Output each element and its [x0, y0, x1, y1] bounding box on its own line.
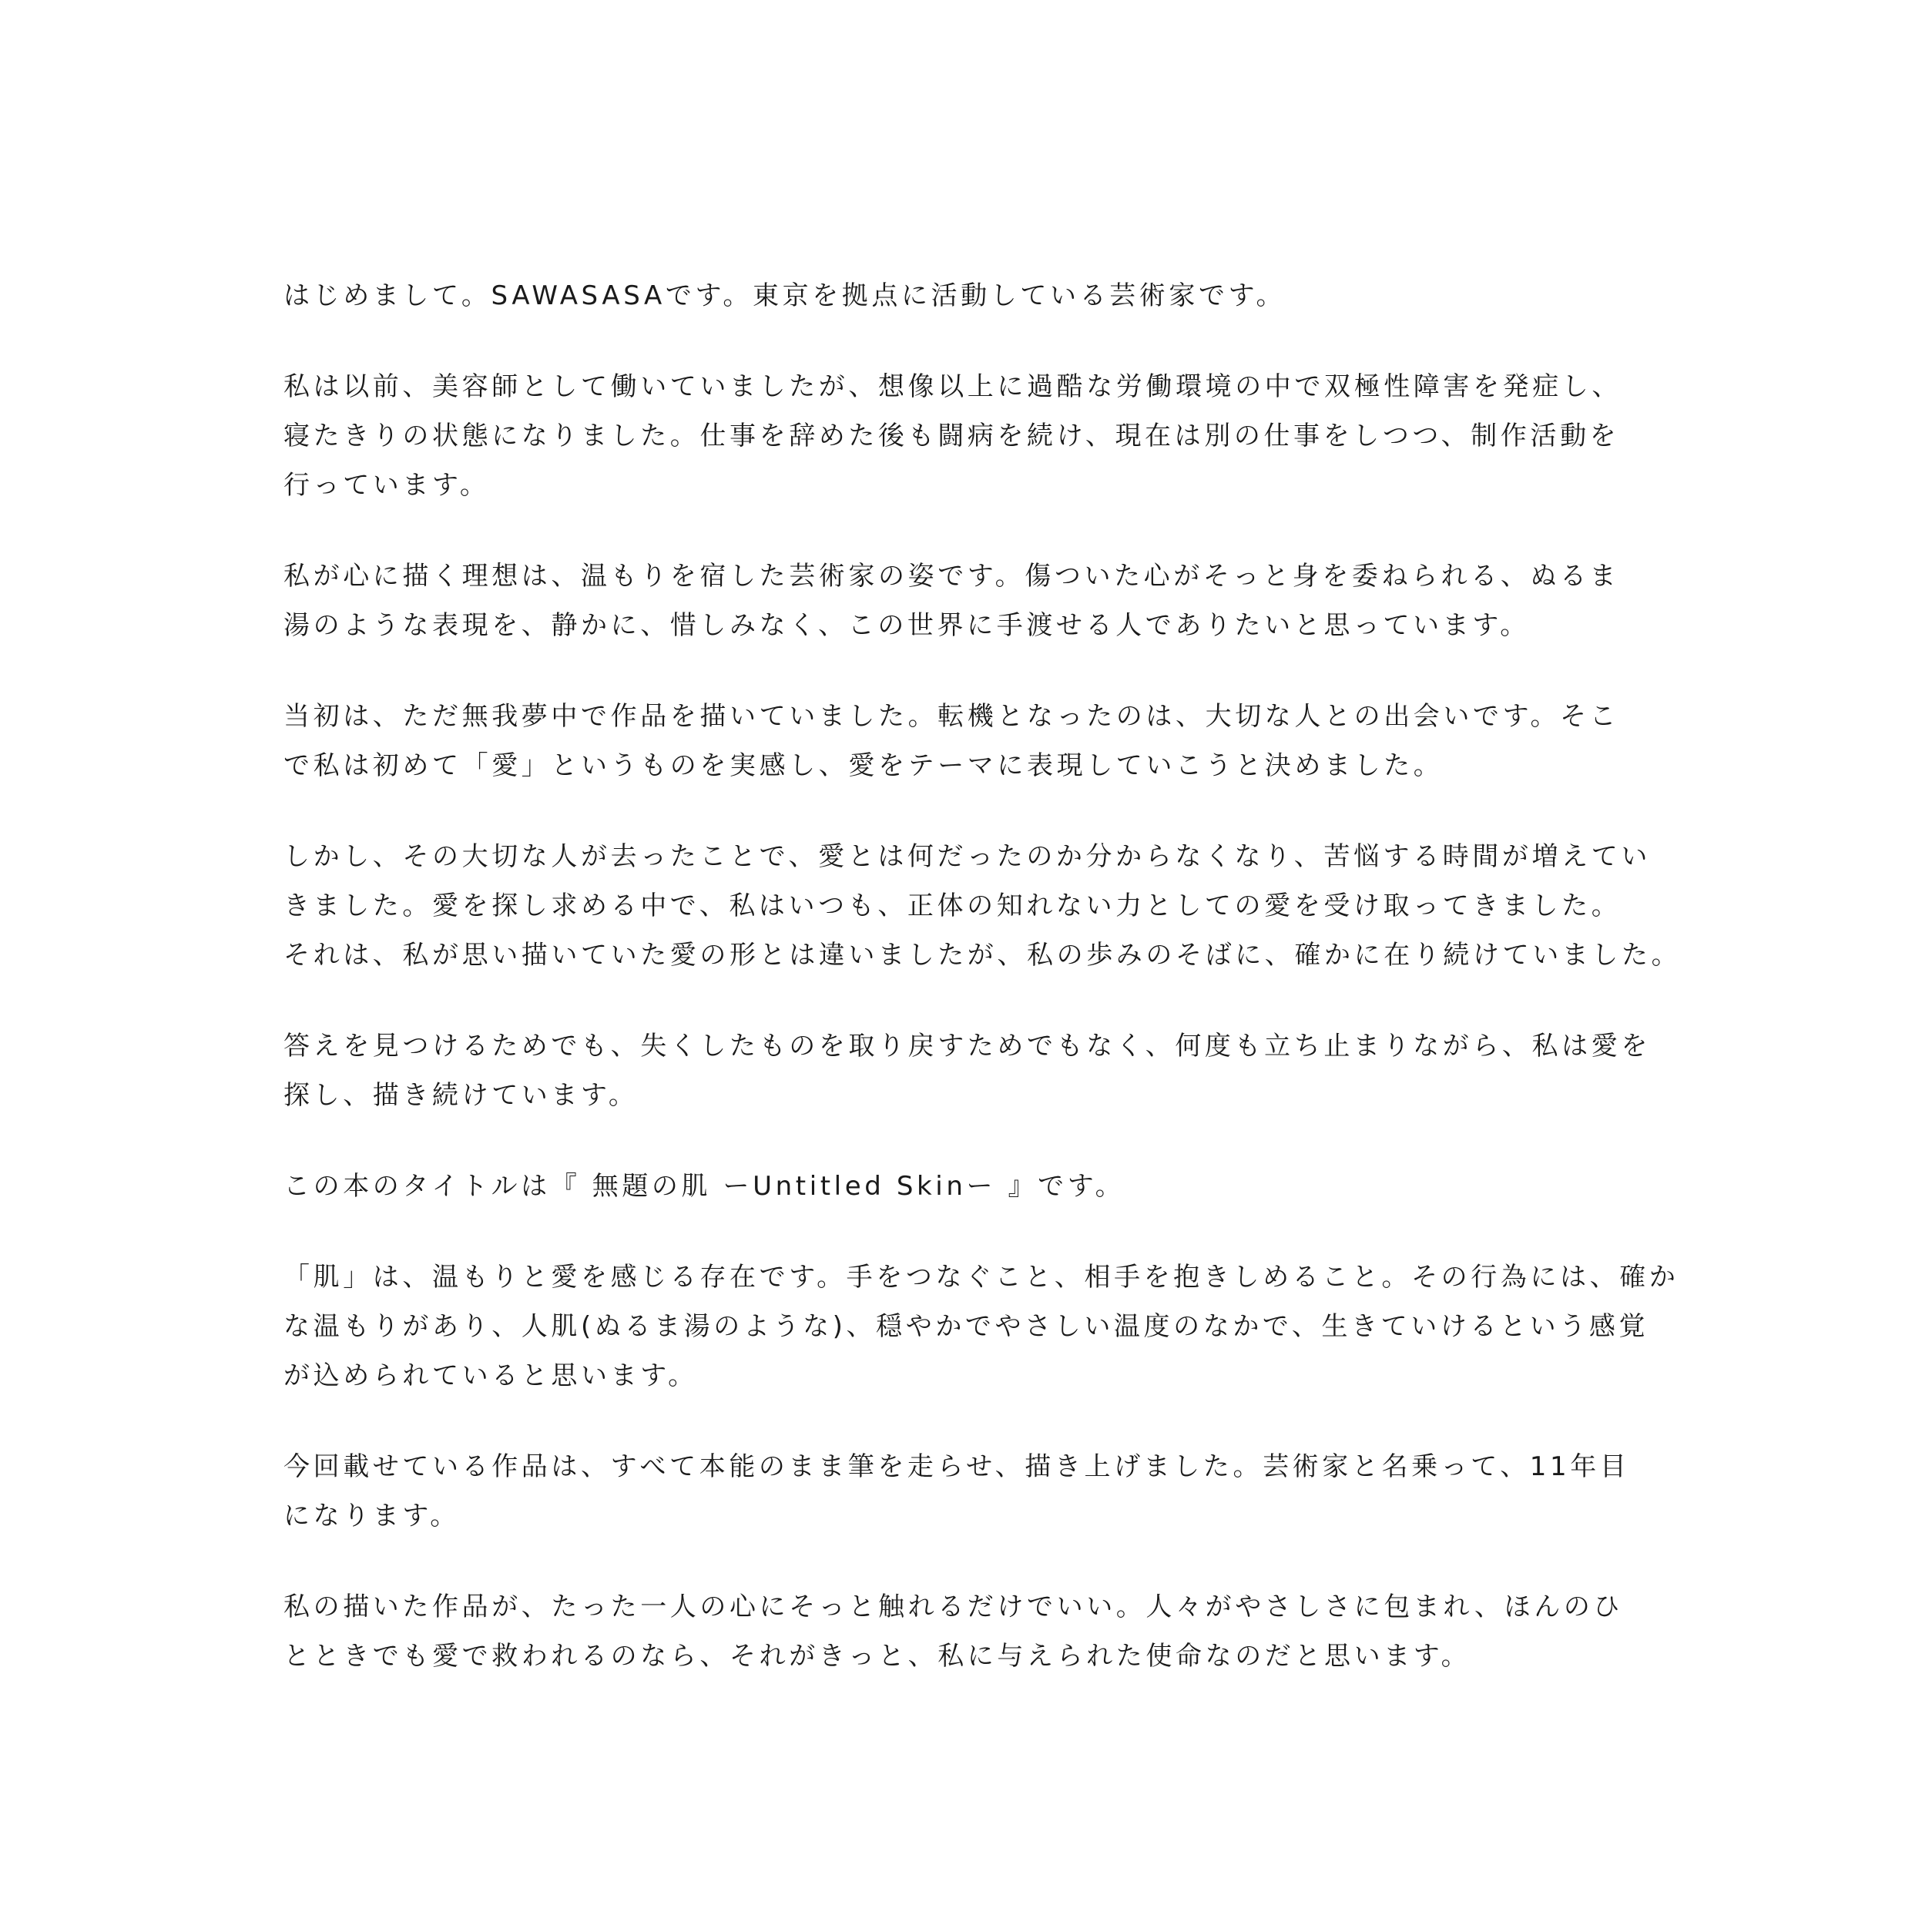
paragraph-background	[283, 362, 1670, 510]
text-line: この本のタイトルは『 無題の肌 ーUntitled Skinー 』です。	[283, 1171, 1125, 1202]
paragraph-turning-point	[283, 692, 1670, 790]
text-line: 湯のような表現を、静かに、惜しみなく、この世界に手渡せる人でありたいと思っています。	[283, 610, 1530, 641]
text-line: 行っています。	[283, 470, 490, 501]
text-line: はじめまして。SAWASASAです。東京を拠点に活動している芸術家です。	[283, 280, 1286, 311]
paragraph-works	[283, 1442, 1670, 1541]
text-line: 寝たきりの状態になりました。仕事を辞めた後も闘病を続け、現在は別の仕事をしつつ、制作活動を	[283, 421, 1620, 451]
paragraph-intro	[283, 271, 1670, 320]
text-line: 今回載せている作品は、すべて本能のまま筆を走らせ、描き上げました。芸術家と名乗って、11年目	[283, 1451, 1630, 1482]
text-line: 私が心に描く理想は、温もりを宿した芸術家の姿です。傷ついた心がそっと身を委ねられる、ぬるま	[283, 561, 1620, 592]
text-line: 当初は、ただ無我夢中で作品を描いていました。転機となったのは、大切な人との出会いです。そこ	[283, 701, 1620, 732]
text-line: になります。	[283, 1501, 460, 1531]
paragraph-ideal	[283, 552, 1670, 650]
paragraph-title	[283, 1162, 1670, 1211]
text-line: 私は以前、美容師として働いていましたが、想像以上に過酷な労働環境の中で双極性障害を発症し、	[283, 371, 1622, 402]
text-line: 私の描いた作品が、たった一人の心にそっと触れるだけでいい。人々がやさしさに包まれ、ほんのひ	[283, 1592, 1624, 1622]
text-line: が込められていると思います。	[283, 1360, 698, 1391]
text-line: とときでも愛で救われるのなら、それがきっと、私に与えられた使命なのだと思います。	[283, 1641, 1471, 1672]
text-line: で私は初めて「愛」というものを実感し、愛をテーマに表現していこうと決めました。	[283, 750, 1444, 781]
text-line: きました。愛を探し求める中で、私はいつも、正体の知れない力としての愛を受け取ってきました。	[283, 891, 1622, 921]
text-line: 「肌」は、温もりと愛を感じる存在です。手をつなぐこと、相手を抱きしめること。その行為には、確か	[283, 1262, 1679, 1293]
text-line: 答えを見つけるためでも、失くしたものを取り戻すためでもなく、何度も立ち止まりながら、私は愛を	[283, 1031, 1651, 1062]
paragraph-search	[283, 1021, 1670, 1120]
body-text	[283, 271, 1682, 1722]
text-line: しかし、その大切な人が去ったことで、愛とは何だったのか分からなくなり、苦悩する時間が増えてい	[283, 841, 1651, 872]
paragraph-skin	[283, 1253, 1679, 1400]
paragraph-loss	[283, 832, 1682, 980]
paragraph-mission	[283, 1582, 1670, 1681]
text-line: な温もりがあり、人肌(ぬるま湯のような)、穏やかでやさしい温度のなかで、生きていけるという感覚	[283, 1311, 1649, 1342]
text-line: それは、私が思い描いていた愛の形とは違いましたが、私の歩みのそばに、確かに在り続けていました。	[283, 940, 1682, 971]
text-line: 探し、描き続けています。	[283, 1080, 639, 1111]
